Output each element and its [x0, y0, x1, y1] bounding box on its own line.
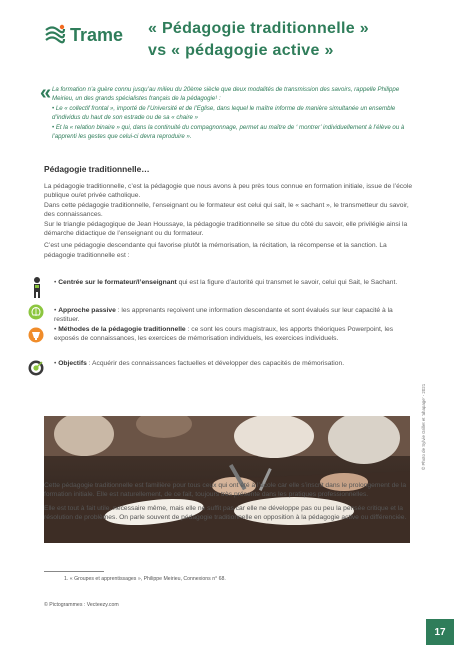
- body-intro: [44, 182, 416, 260]
- classroom-photo-image: [44, 416, 410, 543]
- body-paragraph: Sur le triangle pédagogique de Jean Houssaye, la pédagogie traditionnelle se situe du côté du savoir, elle privilégie ainsi la démarche didactique de l’enseignant ou du formateur.: [44, 220, 408, 238]
- page-title: [148, 18, 416, 66]
- section-title: Pédagogie traditionnelle…: [44, 164, 150, 174]
- intro-quote: [44, 86, 414, 144]
- award-icon: [28, 327, 44, 343]
- body-paragraph: Dans cette pédagogie traditionnelle, l’enseignant ou le formateur est celui qui sait, le « sachant », le transmetteur du savoir, des connaissances.: [44, 201, 409, 219]
- logo-text: Trame: [70, 24, 124, 45]
- quote-paragraph: La formation n’a guère connu jusqu’au milieu du 20ème siècle que deux modalités de transmission des savoirs, rappelle Philippe Meirieu, un des grands spécialistes français de la pédagogie¹ :: [52, 86, 400, 102]
- quote-mark-icon: «: [40, 82, 52, 104]
- bullet-text: : Acquérir des connaissances factuelles et développer des capacités de mémorisation.: [86, 360, 345, 367]
- body-paragraph: La pédagogie traditionnelle, c’est la pédagogie que nous avons à peu près tous connue en formation initiale, issue de l’école publique ou/et privée catholique.: [44, 183, 413, 200]
- teacher-icon: [30, 276, 44, 298]
- brain-icon: [28, 304, 44, 320]
- title-line-2: vs « pédagogie active »: [148, 42, 334, 59]
- title-line-1: « Pédagogie traditionnelle »: [148, 20, 369, 37]
- bullet-bold: Approche passive: [58, 307, 116, 314]
- quote-paragraph: • Le « collectif frontal », importé de l’Université et de l’Eglise, dans lequel le maître informe de manière simultanée un ensemble d’individus du haut de son estrade ou de sa « chaire »: [52, 105, 396, 121]
- body-paragraph: Elle est tout à fait utile, nécessaire même, mais elle ne suffit pas car elle ne développe pas ou peu la pensée critique et la résolution de problèmes. On parle souvent de pédagogie traditionnelle en opposition à la pédagogie active ou différenciée.: [44, 504, 407, 522]
- trame-logo: [44, 22, 154, 48]
- bullet-text: : ce sont les cours magistraux, les apports théoriques Powerpoint, les exposés de connaissances, les exercices de mémorisation individuels, les exercices individuels.: [54, 326, 394, 343]
- footnote-divider: [44, 571, 104, 572]
- bullet-text: qui est la figure d’autorité qui transmet le savoir, celui qui Sait, le Sachant.: [176, 279, 398, 286]
- body-paragraph: Cette pédagogie traditionnelle est familière pour tous ceux qui ont été à l’école car elle s’inscrit dans le prolongement de la formation initiale. Elle est naturellement, de ce fait, toujours très présente dans les pratiques professionnelles.: [44, 482, 407, 499]
- body-conclusion-block: [44, 481, 416, 523]
- quote-paragraph: • Et la « relation binaire » qui, dans la continuité du compagnonnage, permet au maître de ‘ montrer’ individuellement à l’élève ou à l’apprenti les gestes que celui-ci devra reproduire ».: [52, 124, 405, 140]
- bullet-bold: Centrée sur le formateur/l’enseignant: [58, 279, 177, 286]
- trame-logo-icon: [44, 24, 66, 46]
- bullet-bold: Méthodes de la pédagogie traditionnelle: [58, 326, 186, 333]
- bullet-text: : les apprenants reçoivent une information descendante et sont évalués sur leur capacité à la restituer.: [54, 307, 393, 324]
- target-icon: [28, 360, 44, 376]
- bullet-item: • Méthodes de la pédagogie traditionnelle : ce sont les cours magistraux, les apports théoriques Powerpoint, les exposés de connaissances, les exercices de mémorisation individuels, les exercices individuels.: [44, 325, 416, 344]
- bullet-item: • Centrée sur le formateur/l’enseignant qui est la figure d’autorité qui transmet le savoir, celui qui Sait, le Sachant.: [44, 278, 416, 287]
- footnote: 1. « Groupes et apprentissages », Philippe Meirieu, Connexions n° 68.: [64, 576, 226, 582]
- bullet-bold: Objectifs: [58, 360, 87, 367]
- photo-credit: [421, 250, 429, 470]
- bullet-item: • Approche passive : les apprenants reçoivent une information descendante et sont évalués sur leur capacité à la restituer.: [44, 306, 416, 325]
- classroom-photo: [44, 416, 410, 543]
- pictogram-credit: © Pictogrammes : Vecteezy.com: [44, 602, 119, 608]
- bullet-item: • Objectifs : Acquérir des connaissances factuelles et développer des capacités de mémorisation.: [44, 359, 416, 368]
- photo-credit-text: © Photo de Sylvie Grillet et 'ahapage' - 2021: [421, 383, 426, 470]
- body-paragraph: C’est une pédagogie descendante qui favorise plutôt la mémorisation, la récitation, la récompense et la sanction. La pédagogie traditionnelle est :: [44, 242, 387, 259]
- page-number: 17: [426, 619, 454, 645]
